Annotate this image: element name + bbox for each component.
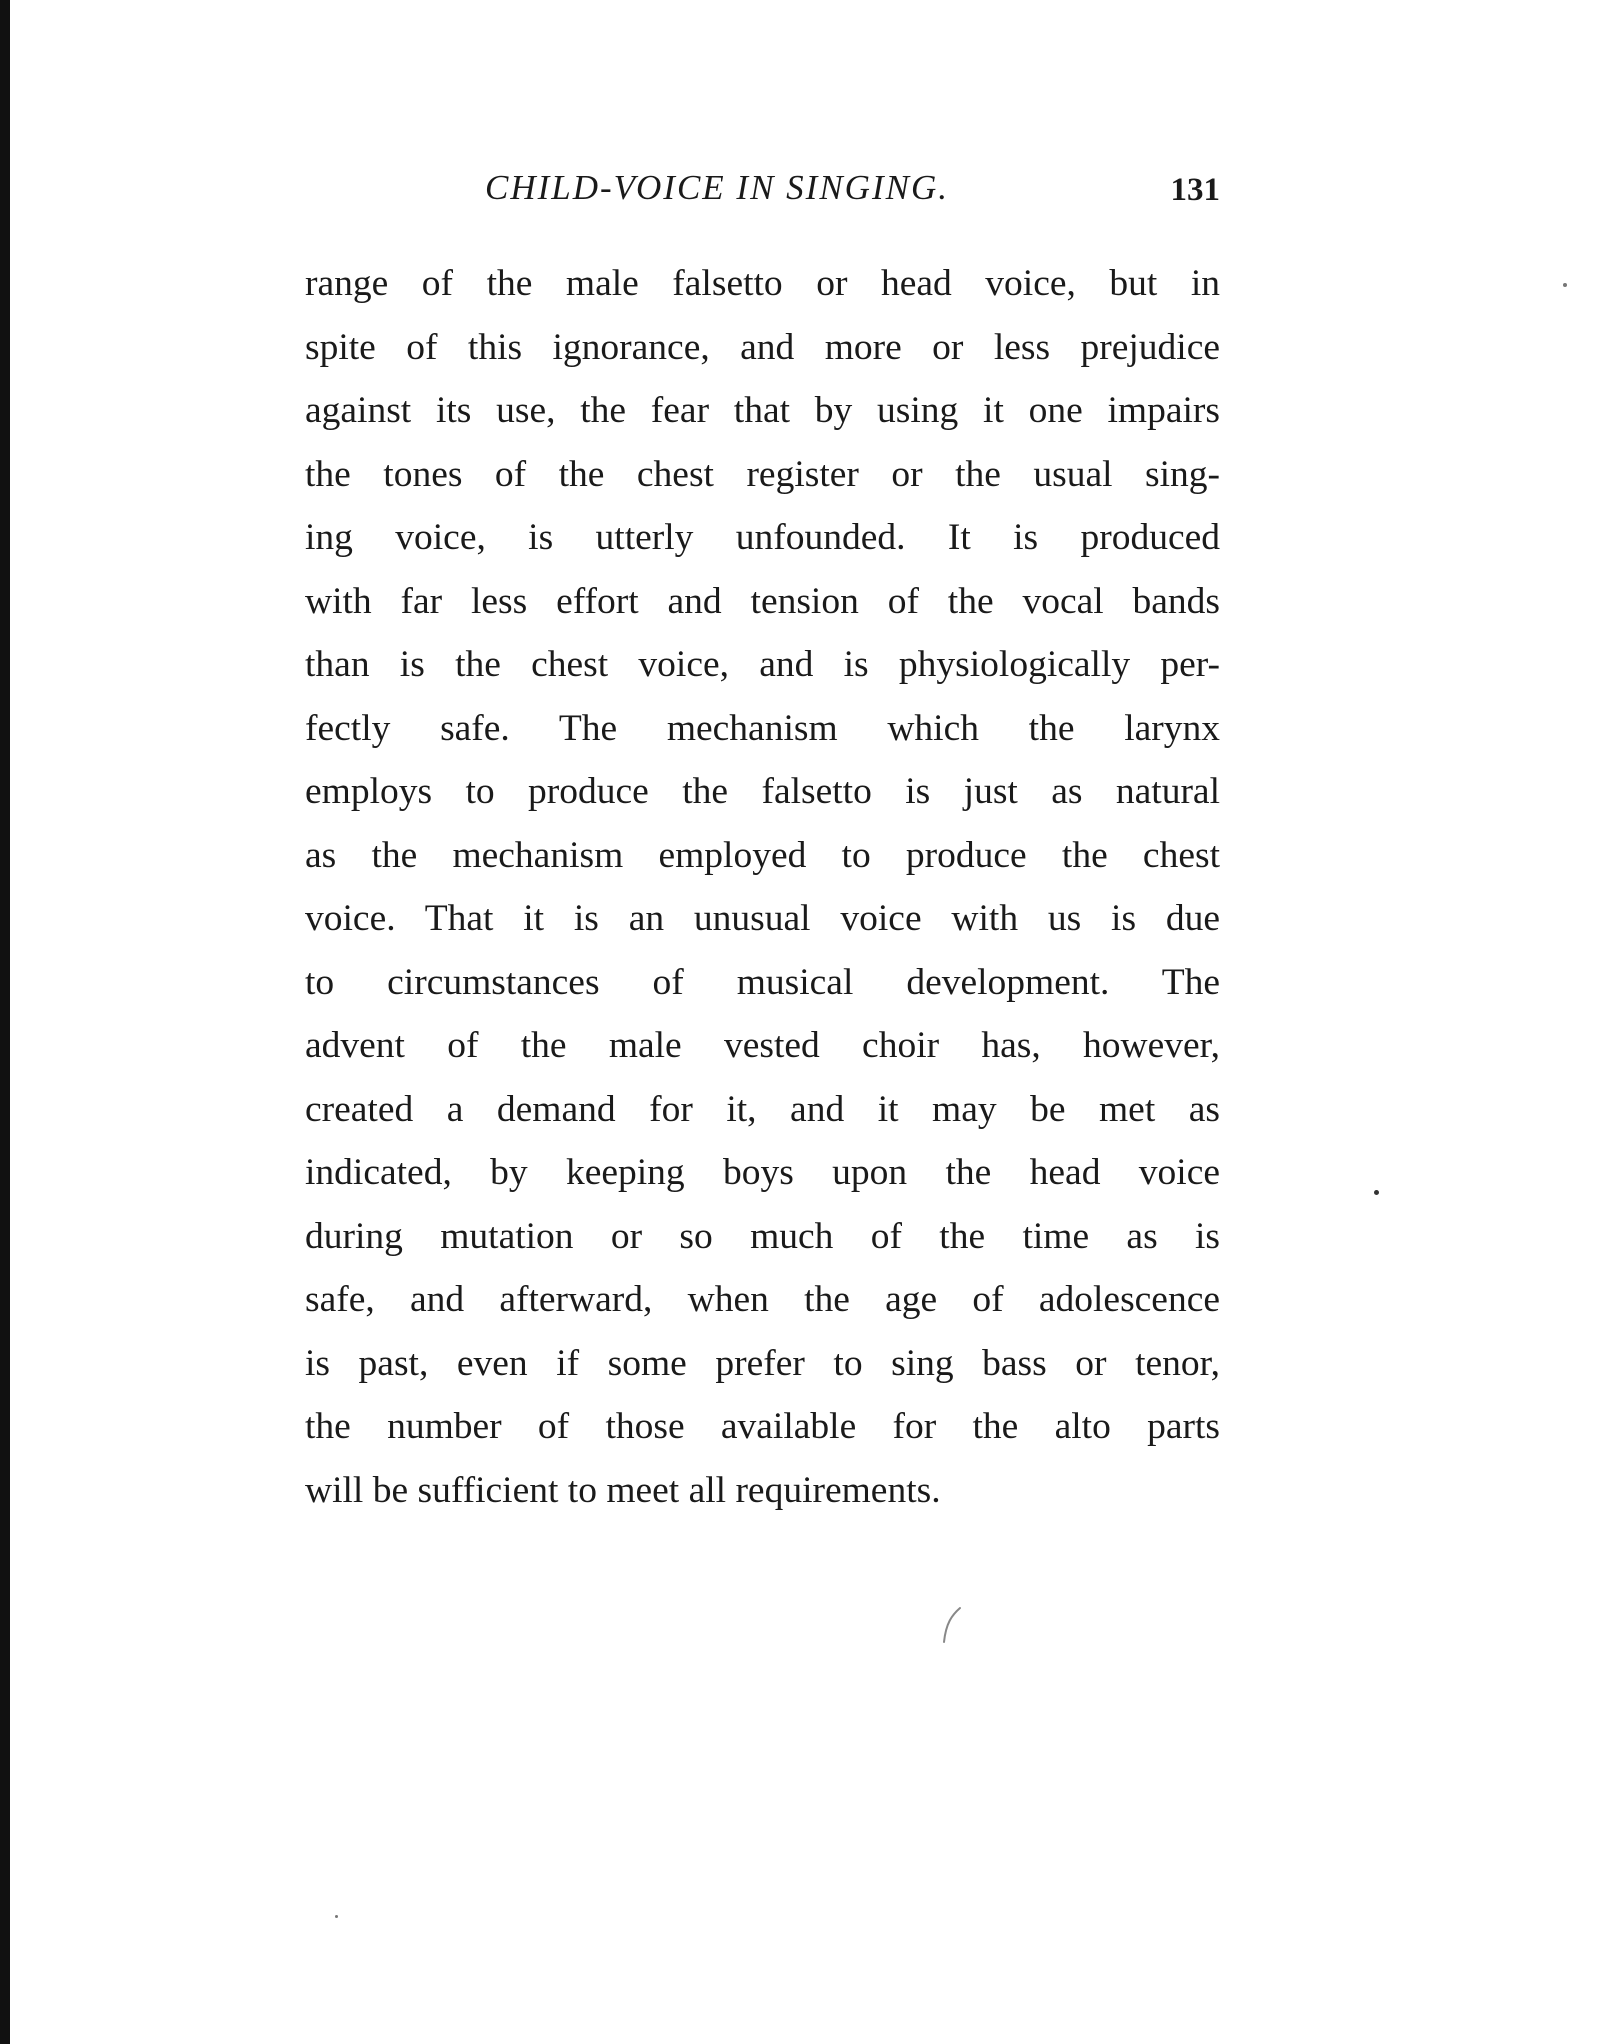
text-line: than is the chest voice, and is physiologically per- [305,644,1220,685]
text-line: safe, and afterward, when the age of adolescence [305,1279,1220,1320]
text-line: created a demand for it, and it may be met as [305,1088,1220,1130]
paper-speck [335,1915,338,1918]
text-line: ing voice, is utterly unfounded. It is produced [305,517,1220,558]
text-line: to circumstances of musical development. The [305,961,1220,1003]
text-line: will be sufficient to meet all requirements. [305,1469,941,1511]
page-header [305,168,1220,220]
paper-speck [1563,283,1567,287]
text-line: is past, even if some prefer to sing bass or tenor, [305,1342,1220,1384]
text-line: against its use, the fear that by using it one impairs [305,390,1220,431]
page-binding-edge [0,0,10,2044]
running-title: CHILD-VOICE IN SINGING. [485,168,949,207]
text-line: indicated, by keeping boys upon the head voice [305,1152,1220,1193]
text-line: advent of the male vested choir has, however, [305,1025,1220,1066]
text-line: the number of those available for the alto parts [305,1406,1220,1447]
text-line: during mutation or so much of the time as is [305,1215,1220,1257]
text-line: fectly safe. The mechanism which the larynx [305,707,1220,749]
text-line: as the mechanism employed to produce the chest [305,834,1220,876]
text-line: employs to produce the falsetto is just as natural [305,771,1220,812]
pencil-stroke-mark [940,1605,964,1645]
text-line: spite of this ignorance, and more or less prejudice [305,326,1220,368]
paper-speck [1374,1190,1379,1195]
body-text [305,252,1220,1522]
text-line: range of the male falsetto or head voice, but in [305,263,1220,304]
text-line: with far less effort and tension of the vocal bands [305,580,1220,622]
text-line: the tones of the chest register or the usual sing- [305,453,1220,495]
page-number: 131 [1170,172,1220,208]
text-line: voice. That it is an unusual voice with us is due [305,898,1220,939]
